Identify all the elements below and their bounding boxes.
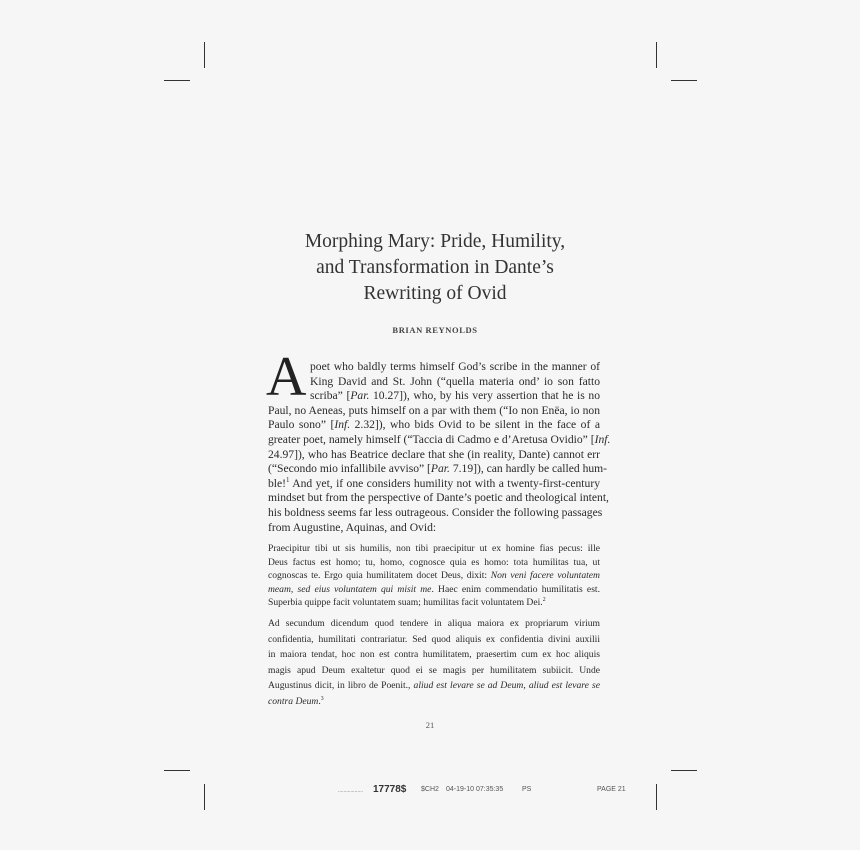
crop-mark bbox=[164, 80, 190, 81]
text-run: poet who baldly terms himself God’s scribe in the manner of bbox=[310, 360, 600, 373]
chapter-code: $CH2 bbox=[421, 786, 439, 793]
text-run: , bbox=[523, 680, 529, 692]
text-run: 7.19]), can hardly be called hum- bbox=[449, 462, 608, 476]
crop-mark bbox=[164, 770, 190, 771]
text-run: . Haec enim commendatio humilitatis est. bbox=[431, 583, 600, 595]
text-run: Inf. bbox=[594, 433, 611, 446]
chapter-title bbox=[200, 229, 670, 307]
crop-mark bbox=[656, 784, 657, 810]
text-line bbox=[268, 477, 600, 491]
text-run: Paul, no Aeneas, puts himself on a par with them (“Io non Enëa, io non bbox=[268, 403, 600, 417]
text-line bbox=[268, 634, 600, 646]
text-line bbox=[268, 557, 600, 569]
text-run: in maiora tendat, hoc non est contra humilitatem, praesertim cum ex hoc aliquis bbox=[268, 649, 600, 661]
text-run: aliud est levare se ad Deum bbox=[413, 680, 524, 692]
text-run: And yet, if one considers humility not with a twenty-first-century bbox=[289, 476, 600, 490]
title-line: and Transformation in Dante’s bbox=[316, 257, 554, 278]
text-run: confidentia, humilitati contrariatur. Sed quod aliquis ex confidentia divini auxilii bbox=[268, 633, 600, 645]
text-line bbox=[268, 597, 600, 609]
text-line bbox=[268, 584, 600, 596]
text-run: from Augustine, Aquinas, and Ovid: bbox=[268, 520, 437, 534]
text-run: aliud est levare se bbox=[528, 680, 600, 692]
text-run: . bbox=[318, 696, 321, 707]
text-run: contra Deum bbox=[268, 696, 319, 707]
text-run: his boldness seems far less outrageous. Consider the following passages bbox=[268, 506, 603, 519]
crop-mark bbox=[204, 784, 205, 810]
text-line bbox=[268, 433, 611, 447]
text-run: Deus factus est homo; tu, homo, cognosce quia es homo: tota humilitas tua, ut bbox=[268, 556, 600, 568]
text-line bbox=[310, 389, 600, 403]
text-line bbox=[268, 521, 600, 535]
text-line bbox=[268, 543, 600, 555]
text-line bbox=[268, 680, 600, 692]
text-run: Non veni facere voluntatem bbox=[490, 570, 600, 581]
text-line bbox=[268, 618, 600, 630]
text-line bbox=[268, 665, 600, 677]
author-name: BRIAN REYNOLDS bbox=[392, 325, 478, 335]
text-line bbox=[268, 404, 600, 418]
text-line bbox=[268, 462, 608, 476]
job-number: 17778$ bbox=[373, 784, 407, 795]
text-run: Inf. bbox=[334, 418, 351, 432]
title-line: Morphing Mary: Pride, Humility, bbox=[304, 231, 566, 252]
title-line: Rewriting of Ovid bbox=[363, 283, 507, 304]
page-label: PAGE 21 bbox=[597, 786, 626, 793]
footnote-marker[interactable]: 3 bbox=[320, 695, 324, 702]
crop-mark bbox=[671, 80, 697, 81]
text-run: ble! bbox=[268, 476, 287, 490]
text-run: 10.27]), who, by his very assertion that he is no bbox=[369, 389, 600, 403]
timestamp: 04-19-10 07:35:35 bbox=[446, 786, 504, 793]
text-run: 2.32]), who bids Ovid to be silent in the face of a bbox=[350, 418, 600, 432]
text-line bbox=[268, 506, 603, 520]
text-line bbox=[268, 570, 600, 582]
text-run: 24.97]), who has Beatrice declare that she (in reality, Dante) cannot err bbox=[268, 447, 600, 461]
text-run: Ad secundum dicendum quod tendere in aliqua maiora ex propriarum virium bbox=[268, 618, 600, 629]
text-run: (“Secondo mio infallibile avviso” [ bbox=[268, 462, 431, 476]
crop-mark bbox=[204, 42, 205, 68]
job-rule: .................. bbox=[338, 788, 364, 794]
text-run: mindset but from the perspective of Dante’s poetic and theological intent, bbox=[268, 491, 609, 505]
text-run: cognoscas te. Ergo quia humilitatem docet Deus, dixit: bbox=[268, 570, 491, 581]
text-run: Paulo sono” [ bbox=[268, 418, 335, 432]
crop-mark bbox=[656, 42, 657, 68]
text-run: Augustinus dicit, in libro de Poenit., bbox=[268, 680, 414, 692]
text-run: Superbia quippe facit voluntatem suam; humilitas facit voluntatem Dei. bbox=[268, 597, 543, 608]
text-line bbox=[310, 360, 600, 374]
text-run: meam, sed eius voluntatem qui misit me bbox=[268, 583, 432, 595]
text-line bbox=[268, 418, 600, 432]
text-line bbox=[268, 696, 600, 708]
drop-cap: A bbox=[266, 346, 307, 408]
proof-code: PS bbox=[522, 786, 532, 793]
footnote-marker[interactable]: 1 bbox=[286, 475, 290, 484]
text-run: scriba” [ bbox=[310, 389, 351, 403]
crop-mark bbox=[671, 770, 697, 771]
text-line bbox=[310, 375, 600, 389]
text-run: King David and St. John (“quella materia ond’ io son fatto bbox=[310, 374, 600, 388]
text-line bbox=[268, 491, 609, 505]
text-line bbox=[268, 448, 600, 462]
footnote-marker[interactable]: 2 bbox=[542, 596, 546, 603]
text-run: greater poet, namely himself (“Taccia di Cadmo e d’Aretusa Ovidio” [ bbox=[268, 433, 595, 446]
text-run: Praecipitur tibi ut sis humilis, non tibi praecipitur ut ex homine fias pecus: ille bbox=[268, 543, 600, 554]
text-run: Par. bbox=[350, 389, 370, 403]
text-line bbox=[268, 649, 600, 661]
page-number: 21 bbox=[425, 720, 435, 730]
text-run: Par. bbox=[430, 462, 450, 476]
text-run: magis apud Deum exaltetur quod ei se magis per humilitatem subiicit. Unde bbox=[268, 664, 600, 676]
